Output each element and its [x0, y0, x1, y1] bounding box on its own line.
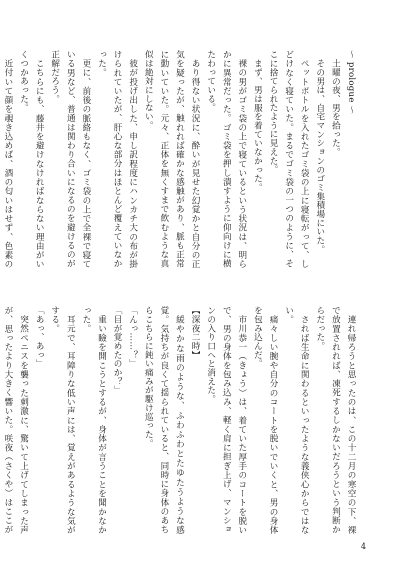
paragraph: 緩やかな雨のような、ふわふわとたゆたうような感覚。気持ちが良くて揺られていると、同時に身体のあちらこちらに鈍い痛みが駆け巡った。 — [143, 306, 185, 534]
paragraph: 【深夜二時】 — [190, 306, 201, 360]
paragraph: 重い瞼を開こうとするが、身体が言うことを聞かなかった。 — [80, 306, 107, 534]
paragraph: 「あっ、あっ」 — [34, 306, 45, 368]
paragraph: 「目が覚めたのか？」 — [112, 306, 123, 395]
paragraph: あり得ない状況に、酔いが見せた幻覚かと自分の正気を疑ったが、触れれば確かな感触があり、脈も正常に動いていた。元々、正体を無くすまで飲むような真似は絶対にしない。 — [143, 50, 201, 268]
upper-text-block — [2, 50, 358, 268]
paragraph: 近付いて顔を覗き込めば、酒の匂いはせず、色素の — [2, 58, 13, 268]
paragraph: 更に、前後の脈絡もなく、ゴミ袋の上で全裸で寝ている男など、普通は関わり合いになるのを避けるのが正解だろう。 — [49, 50, 91, 268]
paragraph: されば生命に関わるといったような義侠心からではない。 — [283, 306, 310, 534]
paragraph: 「んっ……？」 — [127, 306, 138, 368]
paragraph: まず、男は服を着ていなかった。 — [252, 58, 263, 192]
paragraph: 彼が投げ出した、申し訳程度にハンカチ大の布が掛けられていたが、肝心な部分はほとんど覆えていなかった。 — [96, 50, 138, 268]
paragraph: 痛々しい腕や自分のコートを脱いでいくと、男の身体を包み込んだ。 — [252, 306, 279, 534]
paragraph: その男は、自宅マンションのゴミ集積場にいた。 — [314, 58, 325, 254]
paragraph: 連れ帰ろうと思ったのは、この十二月の寒空の下、裸で放置されれば、凍死するしかないだろうという判断からだった。 — [314, 306, 356, 534]
paragraph: こちらにも、藤井を避けなければならない理由がいくつかあった。 — [18, 50, 45, 268]
paragraph: 耳元で、耳障りな低い声には、覚えがあるような気がする。 — [49, 306, 76, 534]
lower-text-block — [2, 306, 358, 534]
paragraph: 土曜の夜、男を拾った。 — [330, 58, 341, 156]
paragraph: 裸の男がゴミ袋の上で寝ているという状況は、明らかに異常だった。ゴミ袋を押し潰すように仰向けに横たわっている。 — [205, 50, 247, 268]
paragraph: 〜 prologue 〜 — [346, 50, 356, 115]
paragraph: ペットボトルを入れたゴミ袋の上に寝転がって、しどけなく寝ていた。まるでゴミ袋の一つのように、そこに捨てられたように見えた。 — [268, 50, 310, 268]
page-number: 4 — [360, 542, 366, 551]
paragraph: 市川恭一（きょう）は、着ていた厚手のコートを脱いで、男の身体を包み込み、軽く肩に担ぎ上げ、マンションの入り口へと消えた。 — [205, 306, 247, 534]
paragraph: 突然ペニスを襲った刺激に、驚いて上げてしまった声が、思ったより大きく響いた。咲夜（さくや）はここが — [2, 306, 29, 534]
